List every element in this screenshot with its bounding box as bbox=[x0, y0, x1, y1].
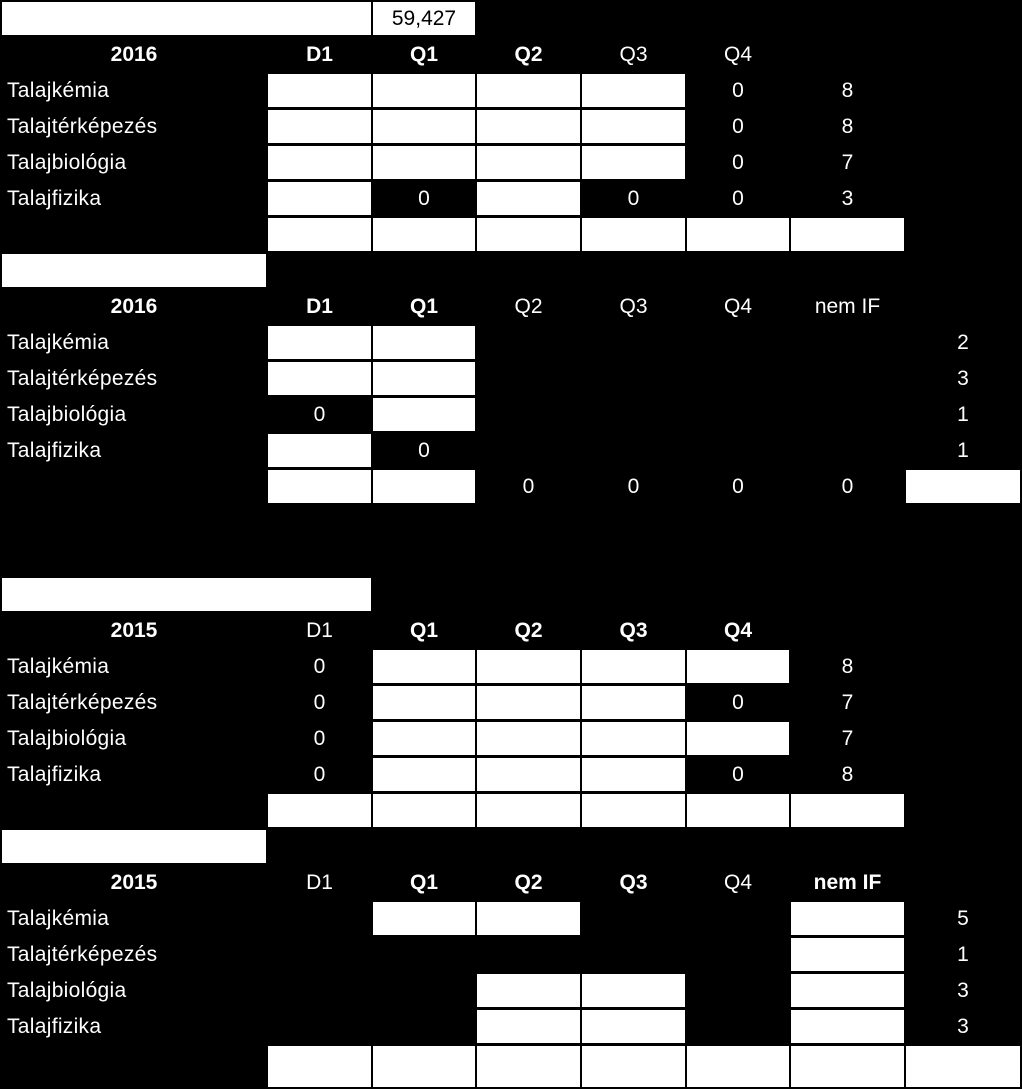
data-cell bbox=[687, 434, 789, 467]
block-year-header: 2016 bbox=[2, 38, 266, 71]
spacer-cell bbox=[2, 506, 266, 539]
footer-cell bbox=[268, 218, 371, 251]
footer-cell bbox=[791, 218, 904, 251]
footer-cell bbox=[373, 218, 475, 251]
footer-cell: 0 bbox=[477, 470, 580, 503]
data-cell: 0 bbox=[687, 74, 789, 107]
row-label: Talajkémia bbox=[2, 650, 266, 683]
spacer-cell bbox=[373, 830, 475, 863]
data-cell: 0 bbox=[373, 434, 475, 467]
column-header: Q2 bbox=[477, 290, 580, 323]
footer-cell bbox=[373, 470, 475, 503]
column-header: D1 bbox=[268, 290, 371, 323]
data-cell bbox=[687, 650, 789, 683]
data-cell bbox=[477, 686, 580, 719]
data-cell bbox=[582, 398, 685, 431]
data-cell bbox=[268, 974, 371, 1007]
column-header bbox=[791, 614, 904, 647]
spacer-cell bbox=[268, 506, 371, 539]
column-header: Q2 bbox=[477, 38, 580, 71]
row-label: Talajtérképezés bbox=[2, 110, 266, 143]
data-cell bbox=[477, 722, 580, 755]
data-cell: 8 bbox=[791, 74, 904, 107]
data-cell bbox=[373, 902, 475, 935]
data-cell bbox=[477, 146, 580, 179]
data-cell bbox=[373, 362, 475, 395]
column-header-empty bbox=[906, 38, 1020, 71]
spacer-cell bbox=[791, 542, 904, 575]
data-cell bbox=[477, 1010, 580, 1043]
data-cell: 2 bbox=[906, 326, 1020, 359]
data-cell bbox=[687, 1010, 789, 1043]
spacer-cell bbox=[373, 542, 475, 575]
column-header: Q3 bbox=[582, 866, 685, 899]
footer-cell bbox=[582, 794, 685, 827]
row-label: Talajbiológia bbox=[2, 722, 266, 755]
data-cell: 0 bbox=[268, 398, 371, 431]
footer-cell bbox=[687, 218, 789, 251]
column-header: Q1 bbox=[373, 290, 475, 323]
row-label: Talajkémia bbox=[2, 902, 266, 935]
data-cell bbox=[373, 722, 475, 755]
data-cell bbox=[582, 686, 685, 719]
footer-cell bbox=[477, 218, 580, 251]
column-header: nem IF bbox=[791, 290, 904, 323]
data-cell bbox=[477, 938, 580, 971]
column-header: Q4 bbox=[687, 38, 789, 71]
spacer-cell bbox=[687, 542, 789, 575]
column-header-empty bbox=[906, 614, 1020, 647]
spacer-cell bbox=[791, 578, 904, 611]
spacer-cell bbox=[906, 254, 1020, 287]
data-cell bbox=[791, 938, 904, 971]
data-cell bbox=[268, 182, 371, 215]
data-cell bbox=[477, 182, 580, 215]
footer-cell bbox=[791, 1046, 904, 1087]
row-label: Talajfizika bbox=[2, 182, 266, 215]
block-year-header: 2016 bbox=[2, 290, 266, 323]
data-cell bbox=[477, 974, 580, 1007]
footer-label-cell bbox=[2, 470, 266, 503]
footer-cell bbox=[268, 470, 371, 503]
data-cell bbox=[582, 722, 685, 755]
footer-label-cell bbox=[2, 1046, 266, 1087]
data-cell bbox=[268, 938, 371, 971]
spacer-cell bbox=[477, 578, 580, 611]
data-cell: 3 bbox=[791, 182, 904, 215]
column-header: Q3 bbox=[582, 290, 685, 323]
block-year-header: 2015 bbox=[2, 614, 266, 647]
spacer-cell bbox=[373, 578, 475, 611]
spacer-cell bbox=[687, 830, 789, 863]
data-cell bbox=[268, 902, 371, 935]
data-cell: 0 bbox=[268, 686, 371, 719]
data-cell bbox=[791, 362, 904, 395]
data-cell: 8 bbox=[791, 110, 904, 143]
data-cell bbox=[373, 326, 475, 359]
spacer-cell bbox=[268, 830, 371, 863]
data-cell bbox=[791, 434, 904, 467]
footer-cell: 0 bbox=[582, 470, 685, 503]
data-cell: 0 bbox=[687, 686, 789, 719]
spacer-cell bbox=[477, 254, 580, 287]
top-value-cell: 59,427 bbox=[373, 2, 475, 35]
column-header: Q4 bbox=[687, 614, 789, 647]
data-cell bbox=[477, 650, 580, 683]
footer-label-cell bbox=[2, 794, 266, 827]
spacer-cell bbox=[582, 506, 685, 539]
data-cell: 0 bbox=[268, 758, 371, 791]
footer-cell bbox=[687, 794, 789, 827]
data-cell bbox=[268, 326, 371, 359]
data-cell: 1 bbox=[906, 398, 1020, 431]
data-cell bbox=[906, 146, 1020, 179]
spacer-cell bbox=[906, 506, 1020, 539]
footer-cell bbox=[582, 1046, 685, 1087]
data-cell bbox=[477, 902, 580, 935]
footer-cell bbox=[477, 794, 580, 827]
data-cell bbox=[582, 362, 685, 395]
row-label: Talajkémia bbox=[2, 74, 266, 107]
top-empty-cell bbox=[791, 2, 904, 35]
footer-cell bbox=[791, 794, 904, 827]
footer-cell bbox=[268, 1046, 371, 1087]
spacer-cell bbox=[791, 830, 904, 863]
column-header: D1 bbox=[268, 866, 371, 899]
column-header: Q3 bbox=[582, 38, 685, 71]
top-empty-cell bbox=[687, 2, 789, 35]
row-label: Talajtérképezés bbox=[2, 362, 266, 395]
spacer-cell bbox=[268, 254, 371, 287]
data-cell: 3 bbox=[906, 974, 1020, 1007]
data-cell bbox=[268, 146, 371, 179]
data-cell bbox=[477, 758, 580, 791]
row-label: Talajfizika bbox=[2, 434, 266, 467]
data-cell bbox=[373, 398, 475, 431]
footer-cell: 0 bbox=[687, 470, 789, 503]
data-cell bbox=[791, 1010, 904, 1043]
column-header: Q3 bbox=[582, 614, 685, 647]
data-cell: 5 bbox=[906, 902, 1020, 935]
spacer-cell bbox=[906, 830, 1020, 863]
data-cell bbox=[477, 326, 580, 359]
column-header: Q2 bbox=[477, 614, 580, 647]
spacer-cell bbox=[906, 542, 1020, 575]
column-header-empty bbox=[906, 866, 1020, 899]
column-header: D1 bbox=[268, 614, 371, 647]
column-header: Q2 bbox=[477, 866, 580, 899]
data-cell: 0 bbox=[687, 758, 789, 791]
data-cell bbox=[791, 326, 904, 359]
spacer-cell bbox=[477, 506, 580, 539]
data-cell bbox=[791, 398, 904, 431]
data-cell bbox=[373, 938, 475, 971]
data-cell bbox=[906, 758, 1020, 791]
data-cell bbox=[582, 110, 685, 143]
data-cell bbox=[906, 722, 1020, 755]
data-cell bbox=[582, 1010, 685, 1043]
data-cell bbox=[791, 902, 904, 935]
data-cell: 1 bbox=[906, 938, 1020, 971]
data-cell bbox=[268, 110, 371, 143]
data-cell bbox=[906, 650, 1020, 683]
row-label: Talajfizika bbox=[2, 758, 266, 791]
data-cell bbox=[268, 1010, 371, 1043]
top-empty-cell bbox=[906, 2, 1020, 35]
column-header: Q1 bbox=[373, 866, 475, 899]
top-empty-cell bbox=[582, 2, 685, 35]
data-cell: 7 bbox=[791, 722, 904, 755]
column-header: Q1 bbox=[373, 614, 475, 647]
data-cell bbox=[373, 1010, 475, 1043]
spacer-cell bbox=[582, 254, 685, 287]
footer-cell bbox=[268, 794, 371, 827]
data-cell bbox=[477, 110, 580, 143]
spacer-cell bbox=[582, 830, 685, 863]
data-cell bbox=[373, 650, 475, 683]
spacer-cell bbox=[2, 254, 266, 287]
column-header-empty bbox=[906, 290, 1020, 323]
footer-cell bbox=[477, 1046, 580, 1087]
data-cell: 8 bbox=[791, 650, 904, 683]
data-cell bbox=[373, 686, 475, 719]
top-empty-cell bbox=[477, 2, 580, 35]
data-cell bbox=[582, 434, 685, 467]
spacer-cell bbox=[2, 830, 266, 863]
spacer-cell bbox=[687, 254, 789, 287]
data-cell bbox=[582, 650, 685, 683]
spacer-cell bbox=[687, 578, 789, 611]
data-cell bbox=[687, 938, 789, 971]
data-cell: 8 bbox=[791, 758, 904, 791]
data-cell bbox=[582, 974, 685, 1007]
data-cell bbox=[582, 902, 685, 935]
spacer-cell bbox=[906, 578, 1020, 611]
data-cell bbox=[687, 974, 789, 1007]
row-label: Talajbiológia bbox=[2, 398, 266, 431]
spacer-cell bbox=[791, 254, 904, 287]
footer-cell bbox=[687, 1046, 789, 1087]
spacer-cell bbox=[373, 506, 475, 539]
data-cell bbox=[687, 722, 789, 755]
data-cell bbox=[373, 758, 475, 791]
spacer-cell bbox=[687, 506, 789, 539]
spacer-cell bbox=[477, 830, 580, 863]
spacer-cell bbox=[582, 578, 685, 611]
data-cell bbox=[582, 938, 685, 971]
data-cell: 0 bbox=[373, 182, 475, 215]
top-blank-cell bbox=[2, 2, 371, 35]
data-cell: 0 bbox=[268, 650, 371, 683]
spacer-cell bbox=[2, 578, 371, 611]
data-cell: 7 bbox=[791, 146, 904, 179]
footer-cell: 0 bbox=[791, 470, 904, 503]
data-cell bbox=[477, 434, 580, 467]
data-cell bbox=[582, 326, 685, 359]
data-cell bbox=[906, 182, 1020, 215]
column-header: nem IF bbox=[791, 866, 904, 899]
data-cell bbox=[268, 74, 371, 107]
data-cell: 0 bbox=[582, 182, 685, 215]
row-label: Talajkémia bbox=[2, 326, 266, 359]
spacer-cell bbox=[791, 506, 904, 539]
footer-cell bbox=[906, 794, 1020, 827]
spacer-cell bbox=[373, 254, 475, 287]
data-cell: 0 bbox=[687, 146, 789, 179]
data-cell bbox=[687, 362, 789, 395]
spacer-cell bbox=[477, 542, 580, 575]
column-header bbox=[791, 38, 904, 71]
row-label: Talajbiológia bbox=[2, 974, 266, 1007]
block-year-header: 2015 bbox=[2, 866, 266, 899]
column-header: D1 bbox=[268, 38, 371, 71]
data-cell bbox=[373, 110, 475, 143]
footer-cell bbox=[582, 218, 685, 251]
footer-cell bbox=[906, 1046, 1020, 1087]
footer-cell bbox=[373, 794, 475, 827]
data-cell bbox=[373, 146, 475, 179]
data-cell: 0 bbox=[687, 110, 789, 143]
column-header: Q4 bbox=[687, 290, 789, 323]
data-cell bbox=[687, 398, 789, 431]
data-cell: 1 bbox=[906, 434, 1020, 467]
data-cell bbox=[582, 758, 685, 791]
row-label: Talajtérképezés bbox=[2, 938, 266, 971]
row-label: Talajfizika bbox=[2, 1010, 266, 1043]
footer-cell bbox=[906, 218, 1020, 251]
footer-label-cell bbox=[2, 218, 266, 251]
row-label: Talajtérképezés bbox=[2, 686, 266, 719]
data-cell bbox=[268, 362, 371, 395]
data-cell bbox=[582, 74, 685, 107]
data-cell: 0 bbox=[268, 722, 371, 755]
column-header: Q1 bbox=[373, 38, 475, 71]
data-cell: 7 bbox=[791, 686, 904, 719]
data-cell: 0 bbox=[687, 182, 789, 215]
data-cell bbox=[582, 146, 685, 179]
footer-cell bbox=[373, 1046, 475, 1087]
data-cell bbox=[687, 902, 789, 935]
row-label: Talajbiológia bbox=[2, 146, 266, 179]
data-cell bbox=[906, 110, 1020, 143]
data-cell: 3 bbox=[906, 1010, 1020, 1043]
spacer-cell bbox=[582, 542, 685, 575]
column-header: Q4 bbox=[687, 866, 789, 899]
data-cell bbox=[791, 974, 904, 1007]
data-cell bbox=[373, 974, 475, 1007]
data-cell bbox=[477, 362, 580, 395]
data-cell bbox=[477, 74, 580, 107]
data-cell: 3 bbox=[906, 362, 1020, 395]
data-cell bbox=[268, 434, 371, 467]
data-cell bbox=[687, 326, 789, 359]
data-cell bbox=[373, 74, 475, 107]
footer-cell bbox=[906, 470, 1020, 503]
data-cell bbox=[906, 74, 1020, 107]
data-cell bbox=[477, 398, 580, 431]
data-cell bbox=[906, 686, 1020, 719]
spacer-cell bbox=[268, 542, 371, 575]
spacer-cell bbox=[2, 542, 266, 575]
